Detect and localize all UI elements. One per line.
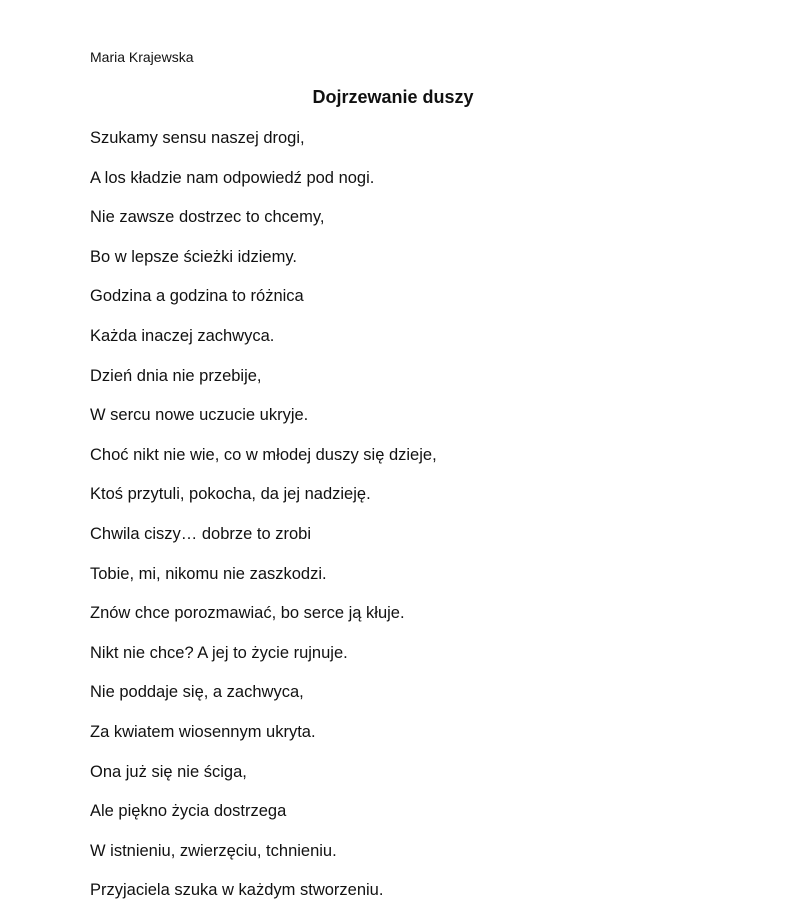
poem-line: Bo w lepsze ścieżki idziemy. <box>90 247 297 266</box>
poem-line: Dzień dnia nie przebije, <box>90 366 262 385</box>
poem-line: Znów chce porozmawiać, bo serce ją kłuje. <box>90 604 405 623</box>
poem-line: Chwila ciszy… dobrze to zrobi <box>90 524 311 543</box>
poem-line: A los kładzie nam odpowiedź pod nogi. <box>90 168 375 187</box>
poem-line: Ale piękno życia dostrzega <box>90 802 287 821</box>
poem-title: Dojrzewanie duszy <box>312 87 474 107</box>
poem-line: Nie poddaje się, a zachwyca, <box>90 683 304 702</box>
poem-line: Godzina a godzina to różnica <box>90 287 304 306</box>
poem-body <box>90 128 437 920</box>
author-name: Maria Krajewska <box>90 49 194 65</box>
poem-line: Szukamy sensu naszej drogi, <box>90 129 305 147</box>
poem-line: Nie zawsze dostrzec to chcemy, <box>90 208 325 227</box>
poem-line: Ona już się nie ściga, <box>90 762 247 781</box>
poem-line: Tobie, mi, nikomu nie zaszkodzi. <box>90 564 327 583</box>
poem-line: Nikt nie chce? A jej to życie rujnuje. <box>90 643 348 662</box>
poem-line: Każda inaczej zachwyca. <box>90 326 275 345</box>
poem-line: W istnieniu, zwierzęciu, tchnieniu. <box>90 841 337 860</box>
poem-line: Ktoś przytuli, pokocha, da jej nadzieję. <box>90 485 371 504</box>
poem-line: Za kwiatem wiosennym ukryta. <box>90 722 316 741</box>
poem-line: Choć nikt nie wie, co w młodej duszy się dzieje, <box>90 445 437 464</box>
poem-line: W sercu nowe uczucie ukryje. <box>90 406 309 425</box>
poem-line: Przyjaciela szuka w każdym stworzeniu. <box>90 881 384 900</box>
